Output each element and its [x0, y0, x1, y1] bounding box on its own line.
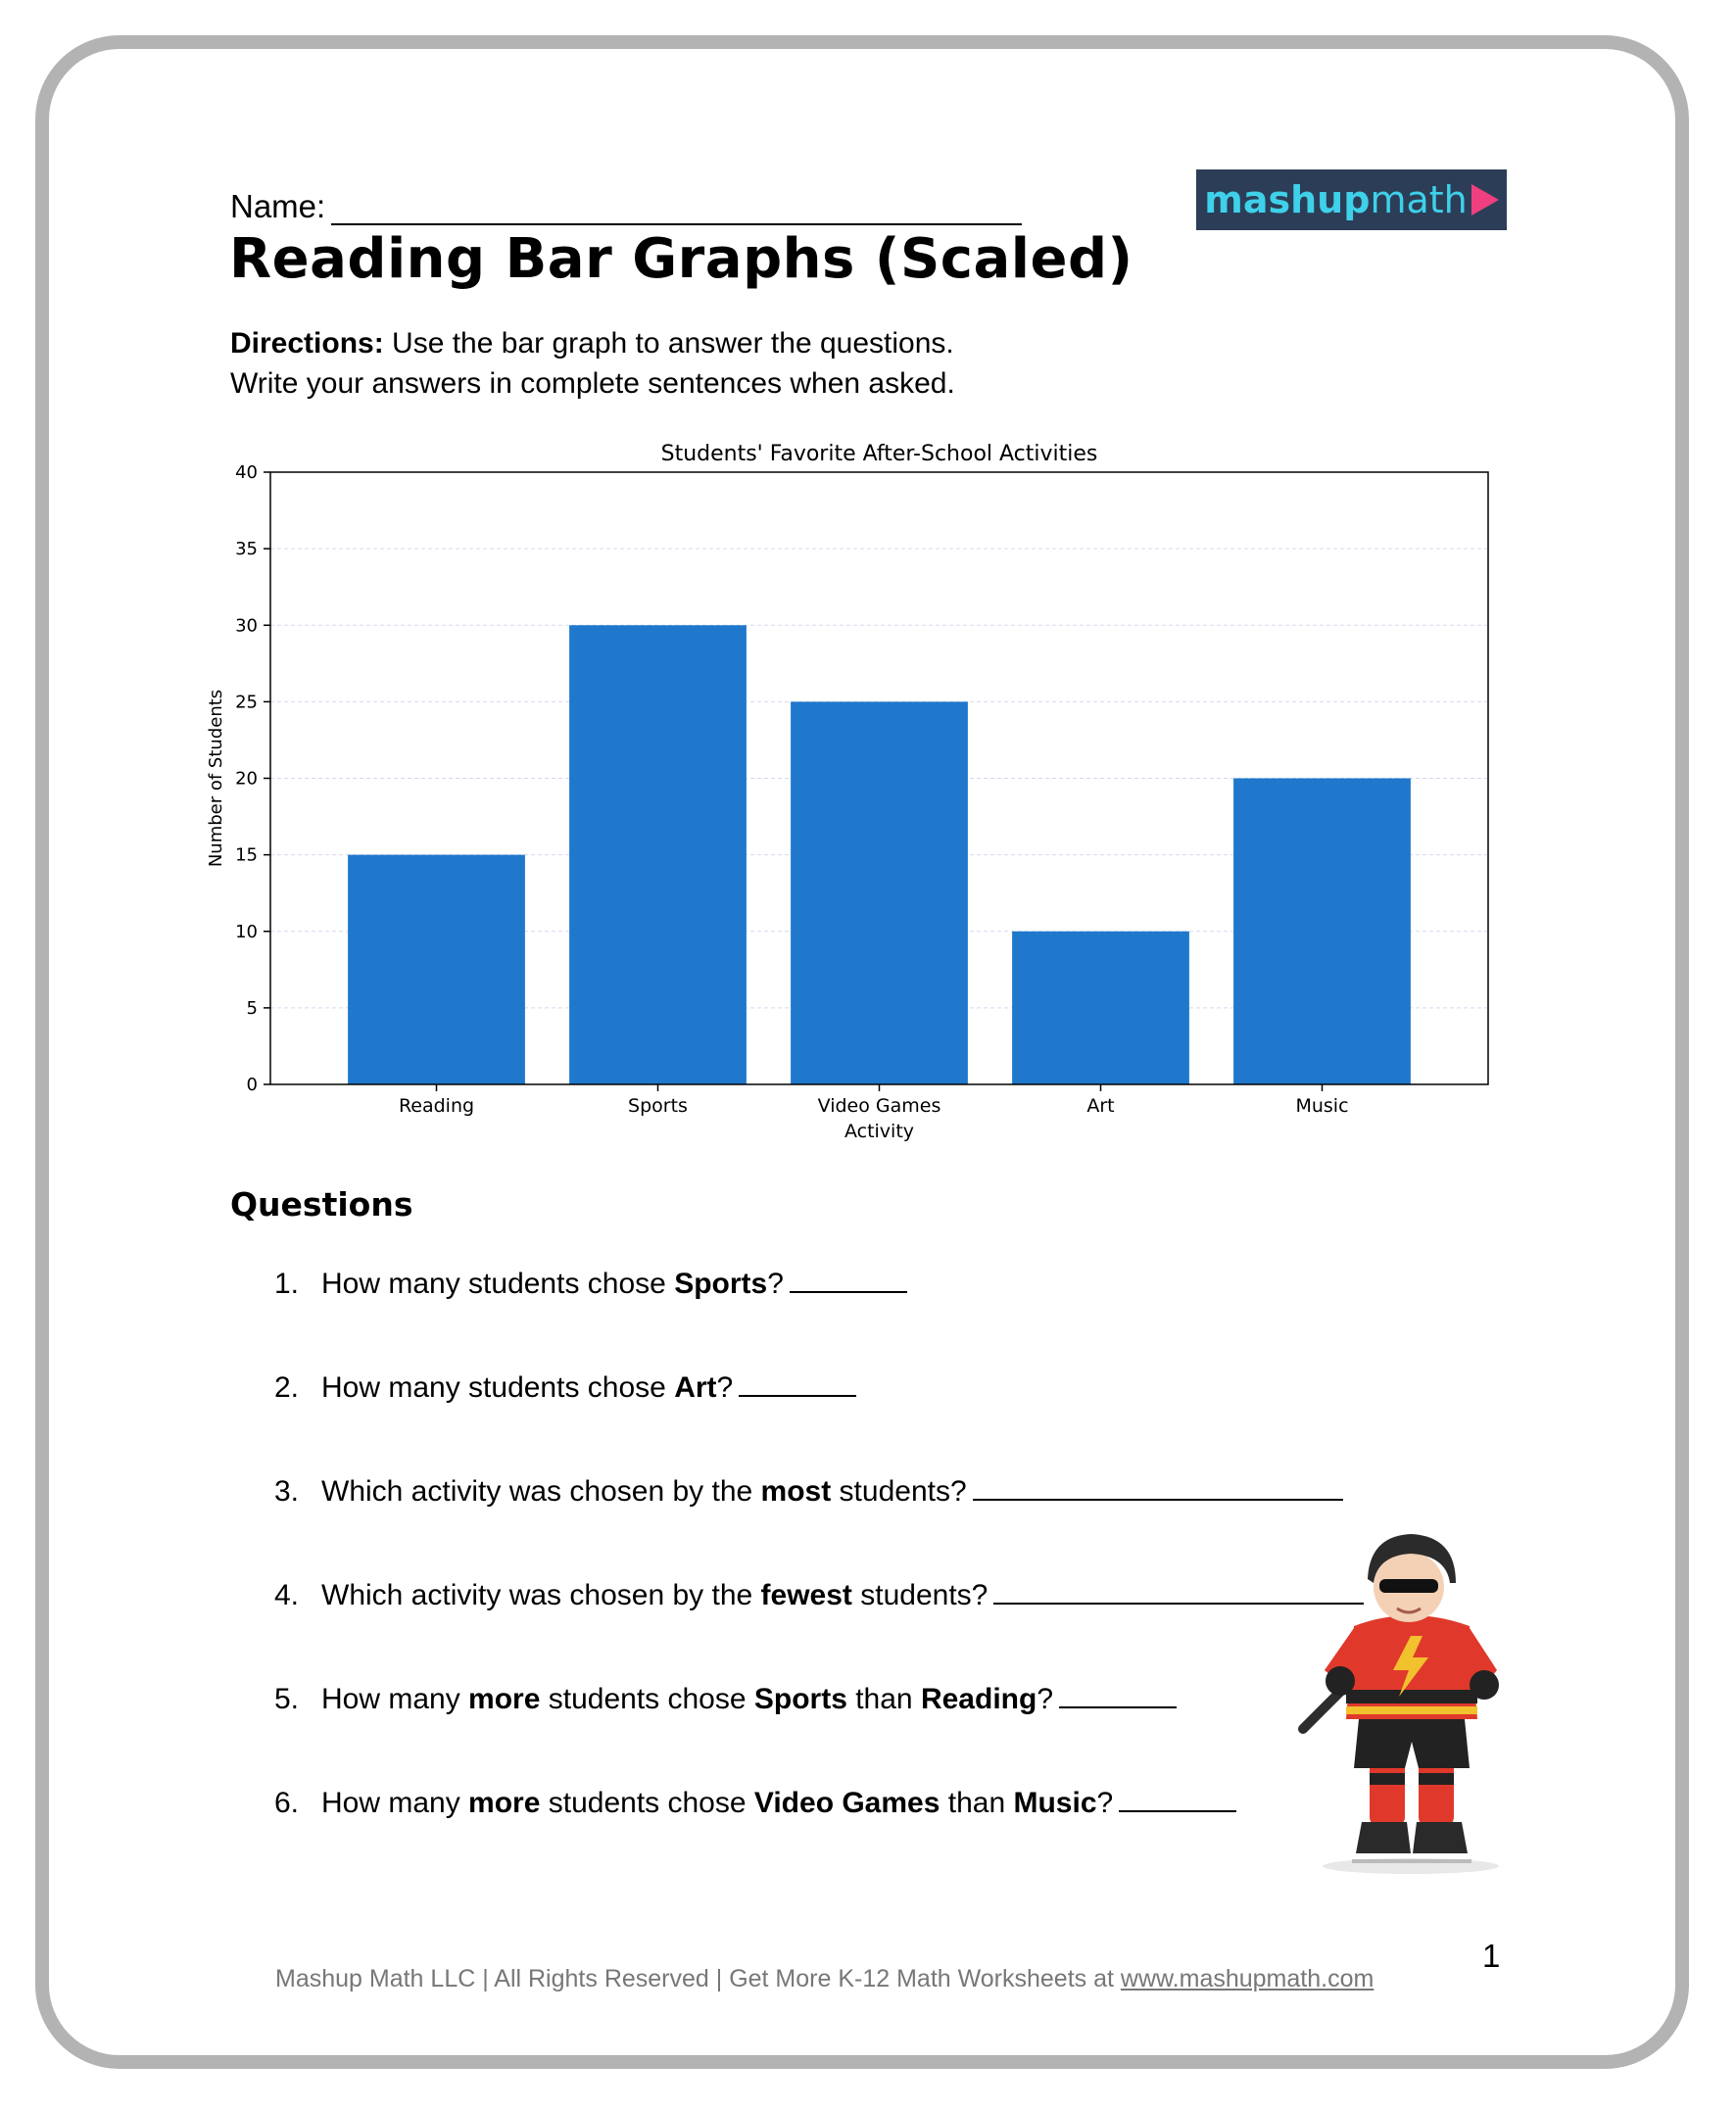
x-tick-label: Music — [1295, 1095, 1349, 1117]
page-number: 1 — [1482, 1938, 1501, 1974]
question-number: 5. — [274, 1683, 300, 1715]
y-tick-label: 10 — [235, 921, 258, 942]
name-field[interactable] — [230, 188, 1022, 225]
answer-blank[interactable] — [1119, 1785, 1236, 1812]
question-text: students? — [831, 1475, 967, 1508]
question-bold-term: Sports — [753, 1683, 847, 1715]
question-text: ? — [716, 1371, 734, 1404]
question-text: How many — [321, 1787, 469, 1819]
directions — [230, 323, 955, 404]
question-text: students chose — [540, 1683, 754, 1715]
x-tick-label: Sports — [628, 1095, 688, 1117]
question-bold-term: Music — [1013, 1787, 1097, 1819]
question-6 — [274, 1785, 1236, 1820]
question-bold-term: most — [760, 1475, 832, 1508]
chart-title: Students' Favorite After-School Activities — [660, 442, 1098, 466]
answer-blank[interactable] — [790, 1266, 907, 1293]
question-number: 2. — [274, 1371, 300, 1404]
question-bold-term: more — [468, 1787, 541, 1819]
x-tick-label: Reading — [398, 1095, 475, 1117]
question-1 — [274, 1266, 907, 1301]
mashupmath-logo — [1196, 169, 1507, 230]
question-number: 4. — [274, 1579, 300, 1611]
question-bold-term: more — [468, 1683, 541, 1715]
question-bold-term: Art — [674, 1371, 717, 1404]
question-text: ? — [1096, 1787, 1114, 1819]
x-tick-label: Art — [1086, 1095, 1115, 1117]
y-tick-label: 15 — [235, 844, 258, 866]
bar-sports — [569, 625, 747, 1084]
name-label: Name: — [230, 188, 326, 224]
directions-label: Directions: — [230, 327, 384, 360]
question-text: ? — [767, 1268, 784, 1300]
question-2 — [274, 1369, 856, 1405]
footer-link[interactable]: www.mashupmath.com — [1120, 1965, 1374, 1992]
y-tick-label: 35 — [235, 539, 258, 560]
questions-heading: Questions — [230, 1185, 413, 1223]
question-text: Which activity was chosen by the — [321, 1475, 761, 1508]
y-tick-label: 5 — [246, 997, 258, 1019]
hockey-player-illustration — [1283, 1489, 1519, 1881]
play-triangle-icon — [1471, 184, 1499, 216]
question-bold-term: Reading — [920, 1683, 1037, 1715]
x-axis-label: Activity — [844, 1121, 915, 1142]
question-bold-term: Video Games — [753, 1787, 940, 1819]
bar-chart — [186, 435, 1499, 1156]
footer — [275, 1965, 1374, 1993]
directions-line2: Write your answers in complete sentences when asked. — [230, 367, 955, 400]
question-text: ? — [1037, 1683, 1053, 1715]
bar-video-games — [791, 701, 968, 1084]
answer-blank[interactable] — [1059, 1681, 1177, 1708]
logo-text-mashup: mashup — [1204, 178, 1371, 221]
y-tick-label: 25 — [235, 692, 258, 713]
footer-text: Mashup Math LLC | All Rights Reserved | Get More K-12 Math Worksheets at — [275, 1965, 1121, 1992]
y-axis-label: Number of Students — [206, 689, 226, 868]
bar-reading — [348, 855, 525, 1084]
y-tick-label: 0 — [246, 1075, 258, 1095]
question-bold-term: fewest — [760, 1579, 852, 1611]
name-blank-line[interactable] — [331, 194, 1022, 225]
question-text: students? — [851, 1579, 989, 1611]
question-text: Which activity was chosen by the — [321, 1579, 761, 1611]
directions-line1: Use the bar graph to answer the questions. — [383, 327, 954, 360]
answer-blank[interactable] — [739, 1369, 856, 1397]
bar-music — [1233, 779, 1411, 1085]
question-3 — [274, 1473, 1343, 1509]
question-text: How many — [321, 1683, 469, 1715]
question-text: than — [940, 1787, 1014, 1819]
bar-art — [1012, 932, 1189, 1084]
question-4 — [274, 1577, 1364, 1612]
y-tick-label: 20 — [235, 768, 258, 790]
question-text: students chose — [540, 1787, 754, 1819]
question-text: than — [846, 1683, 921, 1715]
question-number: 1. — [274, 1268, 300, 1300]
question-number: 3. — [274, 1475, 300, 1508]
question-text: How many students chose — [321, 1371, 675, 1404]
question-5 — [274, 1681, 1177, 1716]
x-tick-label: Video Games — [817, 1095, 941, 1117]
y-tick-label: 30 — [235, 615, 258, 637]
page-title: Reading Bar Graphs (Scaled) — [229, 227, 1133, 291]
y-tick-label: 40 — [235, 462, 258, 483]
logo-text-math: math — [1370, 178, 1468, 221]
question-bold-term: Sports — [674, 1268, 768, 1300]
question-number: 6. — [274, 1787, 300, 1819]
question-text: How many students chose — [321, 1268, 675, 1300]
